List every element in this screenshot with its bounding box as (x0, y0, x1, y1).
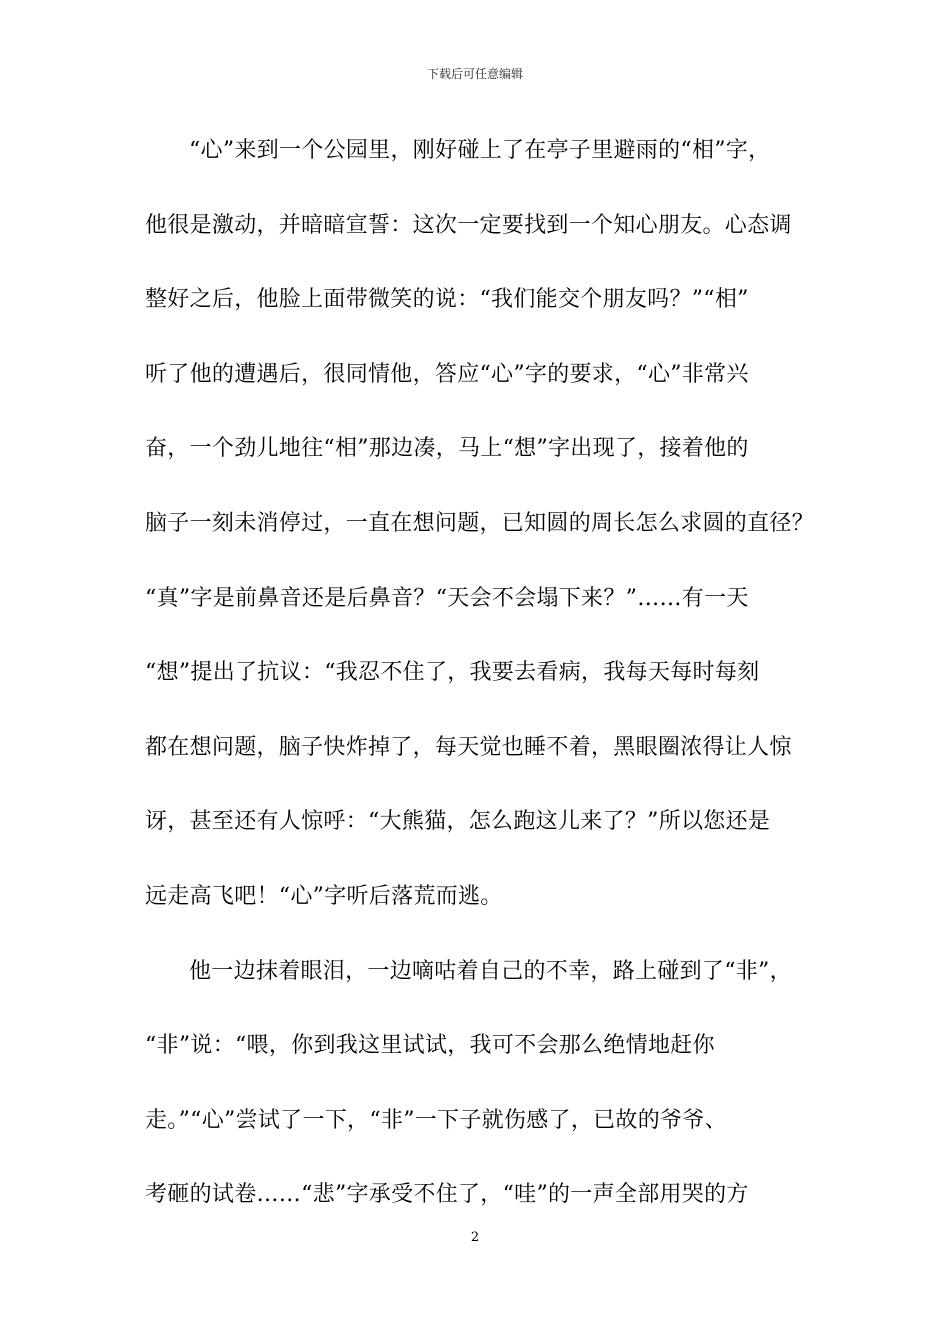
paragraph-1-line-5: 奋，一个劲儿地往“相”那边凑，马上“想”字出现了，接着他的 (145, 436, 749, 462)
document-body (145, 126, 835, 1245)
paragraph-1-line-8: “想”提出了抗议：“我忍不住了，我要去看病，我每天每时每刻 (145, 660, 760, 686)
paragraph-1-line-6: 脑子一刻未消停过，一直在想问题，已知圆的周长怎么求圆的直径？ (145, 510, 815, 536)
page-number: 2 (470, 1230, 480, 1245)
paragraph-1-line-7: “真”字是前鼻音还是后鼻音？“天会不会塌下来？”……有一天 (145, 585, 749, 611)
page-header: 下载后可任意编辑 (426, 67, 523, 81)
paragraph-1-line-2: 他很是激动，并暗暗宣誓：这次一定要找到一个知心朋友。心态调 (145, 212, 792, 238)
paragraph-1-line-1: “心”来到一个公园里，刚好碰上了在亭子里避雨的“相”字， (189, 138, 771, 163)
paragraph-2-line-4: 考砸的试卷……“悲”字承受不住了，“哇”的一声全部用哭的方 (145, 1182, 749, 1208)
paragraph-1-line-11: 远走高飞吧！“心”字听后落荒而逃。 (145, 883, 503, 909)
paragraph-1-line-4: 听了他的遭遇后，很同情他，答应“心”字的要求，“心”非常兴 (145, 361, 749, 387)
paragraph-2-line-3: 走。”“心”尝试了一下，“非”一下子就伤感了，已故的爷爷、 (145, 1107, 727, 1133)
paragraph-2-line-2: “非”说：“喂，你到我这里试试，我可不会那么绝情地赶你 (145, 1033, 715, 1059)
paragraph-2-line-1: 他一边抹着眼泪，一边嘀咕着自己的不幸，路上碰到了“非”， (189, 958, 792, 984)
paragraph-1-line-3: 整好之后，他脸上面带微笑的说：“我们能交个朋友吗？”“相” (145, 287, 749, 313)
paragraph-1-line-10: 讶，甚至还有人惊呼：“大熊猫，怎么跑这儿来了？”所以您还是 (145, 809, 771, 835)
paragraph-1-line-9: 都在想问题，脑子快炸掉了，每天觉也睡不着，黑眼圈浓得让人惊 (145, 734, 792, 760)
